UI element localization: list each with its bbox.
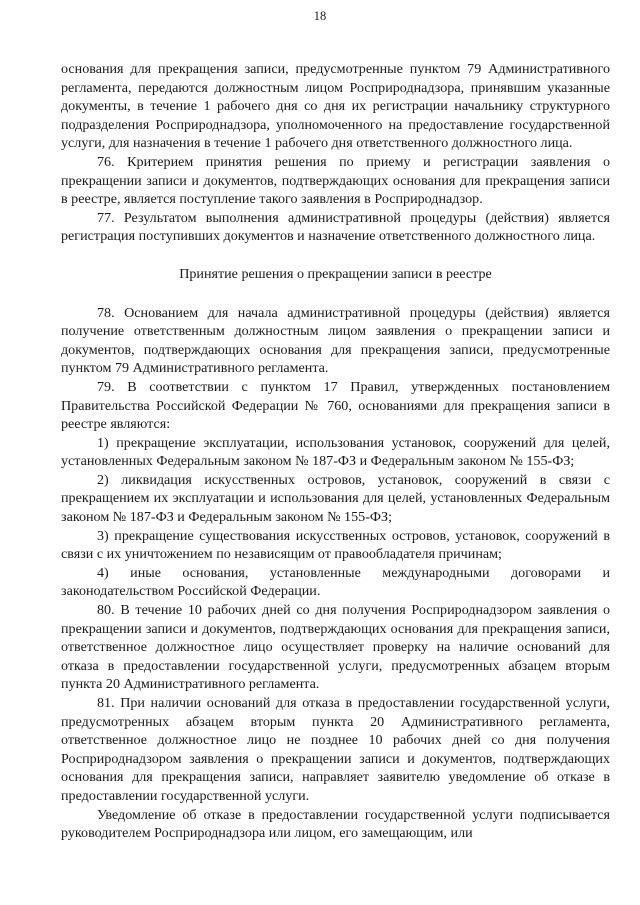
section-heading: Принятие решения о прекращении записи в реестре [179, 265, 492, 282]
paragraph-80: 80. В течение 10 рабочих дней со дня получения Росприроднадзором заявления о прекращении записи и документов, подтверждающих основания для прекращения записи, ответственное должностное лицо осуществляет проверку на наличие оснований для отказа в предоставлении государственной услуги, предусмотренных абзацем вторым пункта 20 Административного регламента. [61, 602, 610, 693]
list-item-4: 4) иные основания, установленные международными договорами и законодательством Российской Федерации. [61, 564, 610, 600]
paragraph-81: 81. При наличии оснований для отказа в предоставлении государственной услуги, предусмотренных абзацем вторым пункта 20 Административного регламента, ответственное должностное лицо не позднее 10 рабочих дней со дня получения Росприроднадзором заявления о прекращении записи и документов, подтверждающих основания для прекращения записи, направляет заявителю уведомление об отказе в предоставлении государственной услуги. [61, 695, 610, 804]
paragraph-78: 78. Основанием для начала административной процедуры (действия) является получение ответственным должностным лицом заявления о прекращении записи и документов, подтверждающих основания для прекращения записи, предусмотренные пунктом 79 Административного регламента. [61, 304, 610, 377]
paragraph-77: 77. Результатом выполнения административной процедуры (действия) является регистрация поступивших документов и назначение ответственного должностного лица. [61, 209, 610, 245]
list-item-1: 1) прекращение эксплуатации, использования установок, сооружений для целей, установленных Федеральным законом № 187-ФЗ и Федеральным законом № 155-ФЗ; [61, 434, 610, 470]
paragraph-79: 79. В соответствии с пунктом 17 Правил, утвержденных постановлением Правительства Российской Федерации № 760, основаниями для прекращения записи в реестре являются: [61, 378, 610, 433]
document-body [61, 60, 610, 843]
paragraph-continuation: основания для прекращения записи, предусмотренные пунктом 79 Административного регламента, передаются должностным лицом Росприроднадзора, принявшим указанные документы, в течение 1 рабочего дня со дня их регистрации начальнику структурного подразделения Росприроднадзора, уполномоченного на предоставление государственной услуги, для назначения в течение 1 рабочего дня ответственного должностного лица. [61, 61, 610, 152]
list-item-2: 2) ликвидация искусственных островов, установок, сооружений в связи с прекращением их эксплуатации и использования для целей, установленных Федеральным законом № 187-ФЗ и Федеральным законом № 155-ФЗ; [61, 471, 610, 526]
page-number: 18 [313, 9, 327, 23]
list-item-3: 3) прекращение существования искусственных островов, установок, сооружений в связи с их уничтожением по независящим от правообладателя причинам; [61, 527, 610, 563]
paragraph-notice: Уведомление об отказе в предоставлении государственной услуги подписывается руководителем Росприроднадзора или лицом, его замещающим, или [61, 806, 610, 842]
paragraph-76: 76. Критерием принятия решения по приему и регистрации заявления о прекращении записи и документов, подтверждающих основания для прекращения записи в реестре, является поступление такого заявления в Росприроднадзор. [61, 153, 610, 208]
